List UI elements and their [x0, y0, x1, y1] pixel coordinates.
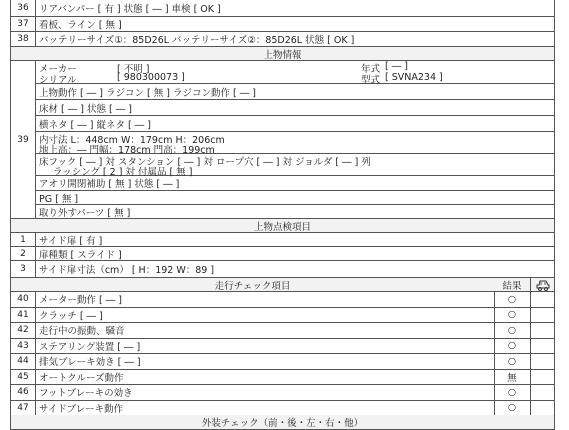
section-title: 上物点検項目	[11, 219, 554, 232]
serial-label: シリアル	[39, 75, 77, 86]
row-number: 3	[11, 261, 36, 277]
row-number: 41	[11, 308, 36, 323]
gate-assist: アオリ開閉補助 [ 無 ] 状態 [ ― ]	[35, 176, 554, 191]
result-value: ○	[507, 402, 517, 414]
car-icon[interactable]	[530, 278, 555, 291]
row-number: 36	[11, 0, 36, 16]
row-number: 46	[11, 385, 36, 400]
row-number: 38	[11, 32, 36, 46]
power-gate: PG [ 無 ]	[35, 191, 554, 205]
table-row	[10, 370, 555, 386]
row-number: 40	[11, 292, 36, 307]
section-header-driving	[10, 278, 555, 292]
row-number: 37	[11, 17, 36, 31]
row-text: サイド扉寸法（cm） [ H：192 W：89 ]	[39, 265, 215, 276]
upper-operation: 上物動作 [ ― ] ラジコン [ 無 ] ラジコン動作 [ ― ]	[35, 84, 554, 100]
year-label: 年式	[361, 64, 381, 75]
table-row	[10, 32, 555, 47]
result-value: ○	[507, 324, 517, 336]
table-row	[10, 247, 555, 261]
model-label: 型式	[361, 75, 381, 86]
row-text: ステアリング装置 [ ― ]	[39, 341, 141, 353]
row-text: メーター動作 [ ― ]	[39, 295, 122, 307]
table-row	[10, 323, 555, 339]
joists: 横ネタ [ ― ] 縦ネタ [ ― ]	[35, 116, 554, 132]
row-number: 44	[11, 354, 36, 369]
hooks-line: 床フック [ ― ] 対 スタンション [ ― ] 対 ロープ穴 [ ― ] 対 ジョルダ [ ― ] 列	[39, 157, 371, 168]
table-row	[10, 401, 555, 417]
year-value: [ ― ]	[385, 61, 408, 72]
result-value: ○	[507, 340, 517, 352]
row-text: クラッチ [ ― ]	[39, 310, 103, 322]
row-number: 47	[11, 401, 36, 416]
maker-value: [ 不明 ]	[117, 64, 150, 75]
section-header-upper-info	[10, 47, 555, 61]
section-header-exterior	[10, 415, 555, 430]
section-title: 外装チェック（前・後・左・右・他）	[11, 415, 554, 429]
table-row	[10, 339, 555, 355]
row-text: リアバンパー [ 有 ] 状態 [ ― ] 車検 [ OK ]	[39, 4, 221, 15]
row-text: サイド扉 [ 有 ]	[39, 235, 103, 247]
row-text: 扉種類 [ スライド ]	[39, 249, 122, 261]
row-number: 42	[11, 323, 36, 338]
row-text: 看板、ライン [ 無 ]	[39, 20, 122, 31]
result-value: ○	[507, 309, 517, 321]
floor-material: 床材 [ ― ] 状態 [ ― ]	[35, 100, 554, 116]
row-text: サイドブレーキ動作	[39, 403, 124, 415]
row-number: 39	[11, 61, 36, 218]
row-text: バッテリーサイズ①：85D26L バッテリーサイズ②：85D26L 状態 [ OK ]	[39, 35, 355, 46]
result-value: ○	[507, 386, 517, 398]
row-number: 45	[11, 370, 36, 385]
row-number: 1	[11, 233, 36, 246]
result-value: ○	[507, 293, 517, 305]
maker-serial-group	[35, 61, 554, 84]
row-number: 2	[11, 247, 36, 260]
table-row	[10, 17, 555, 32]
row-number: 43	[11, 339, 36, 354]
section-title: 上物情報	[11, 47, 554, 60]
table-row	[10, 385, 555, 401]
table-row	[10, 233, 555, 247]
table-row	[10, 0, 555, 17]
result-header: 結果	[494, 278, 530, 291]
upper-info-block	[10, 61, 555, 219]
row-text: フットブレーキの効き	[39, 388, 133, 400]
lashing-line: ラッシング [ 2 ] 対 付属品 [ 無 ]	[53, 167, 193, 178]
inner-dimensions: 内寸法 L：448cm W：179cm H：206cm	[39, 135, 225, 146]
serial-value: [ 980300073 ]	[117, 72, 185, 83]
maker-label: メーカー	[39, 64, 77, 75]
ground-clearance: 地上高：― 門幅：178cm 門高：199cm	[39, 145, 215, 156]
model-value: [ SVNA234 ]	[385, 72, 443, 83]
hooks-group	[35, 154, 554, 176]
row-text: 排気ブレーキ効き [ ― ]	[39, 357, 141, 369]
result-value: 無	[507, 372, 517, 384]
row-text: 走行中の振動、騒音	[39, 326, 125, 338]
removable-parts: 取り外すパーツ [ 無 ]	[39, 208, 131, 219]
row-text: オートクルーズ動作	[39, 372, 124, 384]
table-row	[10, 261, 555, 278]
table-row	[10, 308, 555, 324]
table-row	[10, 354, 555, 370]
dimensions-group	[35, 132, 554, 154]
result-value: ○	[507, 355, 517, 367]
section-header-inspection	[10, 219, 555, 233]
section-title: 走行チェック項目	[11, 278, 494, 291]
table-row	[10, 292, 555, 308]
